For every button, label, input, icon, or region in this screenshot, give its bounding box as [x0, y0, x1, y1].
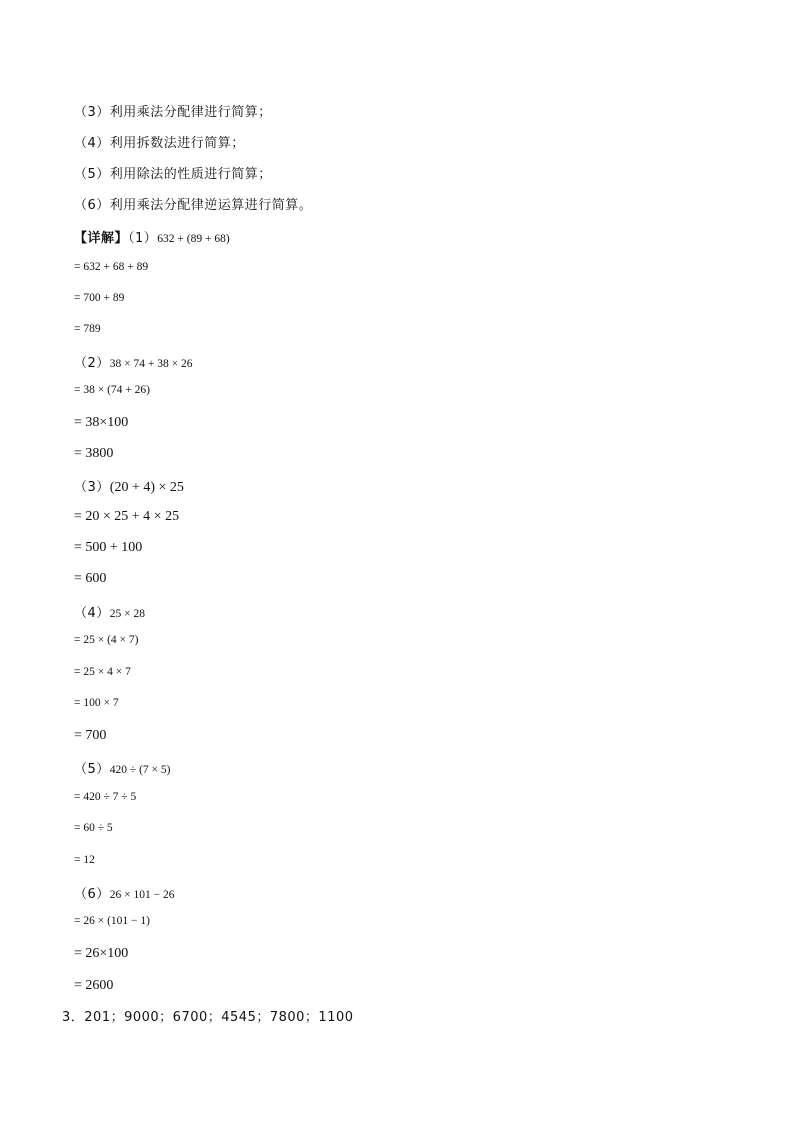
problem-3-step-2: = 500 + 100: [74, 540, 143, 555]
problem-4-step-3: = 100 × 7: [74, 697, 119, 709]
problem-1-step-3: = 789: [74, 323, 101, 335]
problem-1-step-2: = 700 + 89: [74, 292, 125, 304]
answer-3-line: 3．201；9000；6700；4545；7800；1100: [62, 1010, 354, 1025]
problem-6-expression: 26 × 101 − 26: [109, 889, 175, 901]
problem-4-label: （4）: [74, 606, 110, 621]
problem-3-step-3: = 600: [74, 571, 107, 586]
problem-3-line: [74, 478, 184, 495]
problem-3-label: （3）: [74, 480, 110, 495]
problem-6-step-3: = 2600: [74, 978, 114, 993]
problem-2-expression: 38 × 74 + 38 × 26: [109, 358, 193, 370]
problem-2-step-1: = 38 × (74 + 26): [74, 384, 150, 396]
problem-4-step-1: = 25 × (4 × 7): [74, 634, 139, 646]
problem-5-label: （5）: [74, 762, 110, 777]
problem-2-line: [74, 354, 193, 371]
method-note-5: （5）利用除法的性质进行简算；: [74, 167, 272, 182]
detail-label: 【详解】: [74, 231, 129, 246]
problem-4-step-2: = 25 × 4 × 7: [74, 666, 131, 678]
problem-6-step-2: = 26×100: [74, 946, 129, 961]
problem-5-step-2: = 60 ÷ 5: [74, 822, 113, 834]
problem-5-step-3: = 12: [74, 854, 95, 866]
problem-2-step-2: = 38×100: [74, 415, 129, 430]
problem-5-step-1: = 420 ÷ 7 ÷ 5: [74, 791, 137, 803]
problem-1-label: （1）: [128, 231, 158, 246]
problem-6-line: [74, 885, 175, 902]
problem-4-line: [74, 604, 145, 621]
problem-2-step-3: = 3800: [74, 446, 114, 461]
problem-2-label: （2）: [74, 356, 110, 371]
problem-6-step-1: = 26 × (101 − 1): [74, 915, 150, 927]
method-note-6: （6）利用乘法分配律逆运算进行简算。: [74, 198, 313, 213]
problem-1-step-1: = 632 + 68 + 89: [74, 261, 149, 273]
problem-5-expression: 420 ÷ (7 × 5): [109, 764, 171, 776]
problem-4-expression: 25 × 28: [109, 608, 146, 620]
problem-6-label: （6）: [74, 887, 110, 902]
problem-5-line: [74, 760, 171, 777]
method-note-3: （3）利用乘法分配律进行简算；: [74, 105, 272, 120]
detail-heading-line: [74, 229, 230, 246]
problem-3-step-1: = 20 × 25 + 4 × 25: [74, 509, 180, 524]
problem-4-step-4: = 700: [74, 728, 107, 743]
problem-1-expression: 632 + (89 + 68): [157, 233, 230, 245]
method-note-4: （4）利用拆数法进行简算；: [74, 136, 245, 151]
problem-3-expression: (20 + 4) × 25: [109, 480, 184, 495]
